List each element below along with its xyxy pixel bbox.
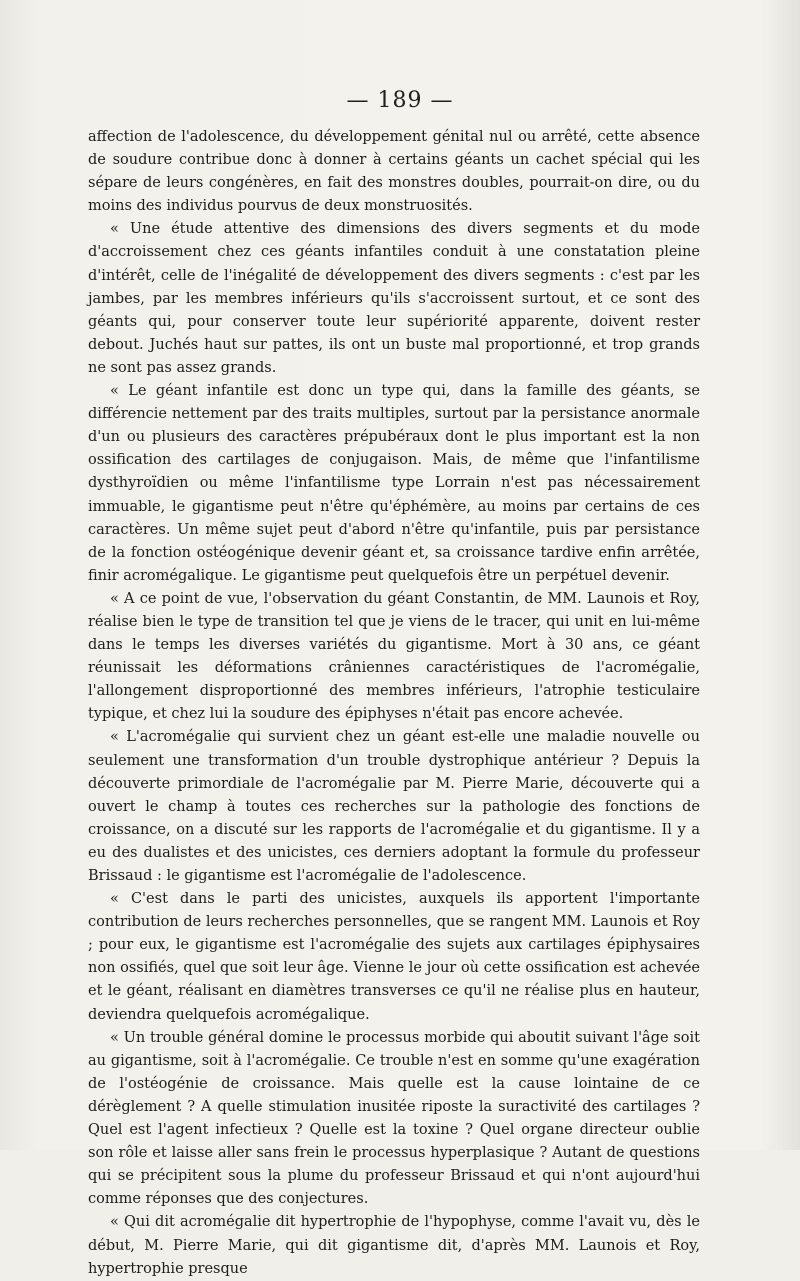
paragraph-5: « L'acromégalie qui survient chez un géant est-elle une maladie nouvelle ou seulement une transformation d'un trouble dystrophique antérieur ? Depuis la découverte primordiale de l'acromégalie par M. Pierre Marie, découverte qui a ouvert le champ à toutes ces recherches sur la pathologie des fonctions de croissance, on a discuté sur les rapports de l'acromégalie et du gigantisme. Il y a eu des dualistes et des unicistes, ces derniers adoptant la formule du professeur Brissaud : le gigantisme est l'acromégalie de l'adolescence. — [88, 729, 700, 884]
paragraph-3: « Le géant infantile est donc un type qui, dans la famille des géants, se différencie nettement par des traits multiples, surtout par la persistance anormale d'un ou plusieurs des caractères prépubéraux dont le plus important est la non ossification des cartilages de conjugaison. Mais, de même que l'infantilisme dysthyroïdien ou même l'infantilisme type Lorrain n'est pas nécessairement immuable, le gigantisme peut n'être qu'éphémère, au moins par certains de ces caractères. Un même sujet peut d'abord n'être qu'infantile, puis par persistance de la fonction ostéogénique devenir géant et, sa croissance tardive enfin arrêtée, finir acromégalique. Le gigantisme peut quelquefois être un perpétuel devenir. — [88, 383, 700, 584]
paragraph-1: affection de l'adolescence, du développement génital nul ou arrêté, cette absence de soudure contribue donc à donner à certains géants un cachet spécial qui les sépare de leurs congénères, en fait des monstres doubles, pourrait-on dire, ou du moins des individus pourvus de deux monstruosités. — [88, 129, 700, 215]
paragraph-8: « Qui dit acromégalie dit hypertrophie de l'hypophyse, comme l'avait vu, dès le début, M. Pierre Marie, qui dit gigantisme dit, d'après MM. Launois et Roy, hypertrophie presque — [88, 1214, 700, 1277]
paragraph-7: « Un trouble général domine le processus morbide qui aboutit suivant l'âge soit au gigantisme, soit à l'acromégalie. Ce trouble n'est en somme qu'une exagération de l'ostéogénie de croissance. Mais quelle est la cause lointaine de ce dérèglement ? A quelle stimulation inusitée riposte la suractivité des cartilages ? Quel est l'agent infectieux ? Quelle est la toxine ? Quel organe directeur oublie son rôle et laisse aller sans frein le processus hyperplasique ? Autant de questions qui se précipitent sous la plume du professeur Brissaud et qui n'ont aujourd'hui comme réponses que des conjectures. — [88, 1029, 700, 1208]
paragraph-2: « Une étude attentive des dimensions des divers segments et du mode d'accroissement chez ces géants infantiles conduit à une constatation pleine d'intérêt, celle de l'inégalité de développement des divers segments : c'est par les jambes, par les membres inférieurs qu'ils s'accroissent surtout, et ce sont des géants qui, pour conserver toute leur supériorité apparente, doivent rester debout. Juchés haut sur pattes, ils ont un buste mal proportionné, et trop grands ne sont pas assez grands. — [88, 221, 700, 376]
document-body — [88, 126, 700, 1281]
paragraph-6: « C'est dans le parti des unicistes, auxquels ils apportent l'importante contribution de leurs recherches personnelles, que se rangent MM. Launois et Roy ; pour eux, le gigantisme est l'acromégalie des sujets aux cartilages épiphysaires non ossifiés, quel que soit leur âge. Vienne le jour où cette ossification est achevée et le géant, réalisant en diamètres transverses ce qu'il ne réalise plus en hauteur, deviendra quelquefois acromégalique. — [88, 891, 700, 1023]
paragraph-4: « A ce point de vue, l'observation du géant Constantin, de MM. Launois et Roy, réalise bien le type de transition tel que je viens de le tracer, qui unit en lui-même dans le temps les diverses variétés du gigantisme. Mort à 30 ans, ce géant réunissait les déformations crâniennes caractéristiques de l'acromégalie, l'allongement disproportionné des membres inférieurs, l'atrophie testiculaire typique, et chez lui la soudure des épiphyses n'était pas encore achevée. — [88, 590, 700, 723]
page-number-header: — 189 — — [346, 88, 454, 113]
